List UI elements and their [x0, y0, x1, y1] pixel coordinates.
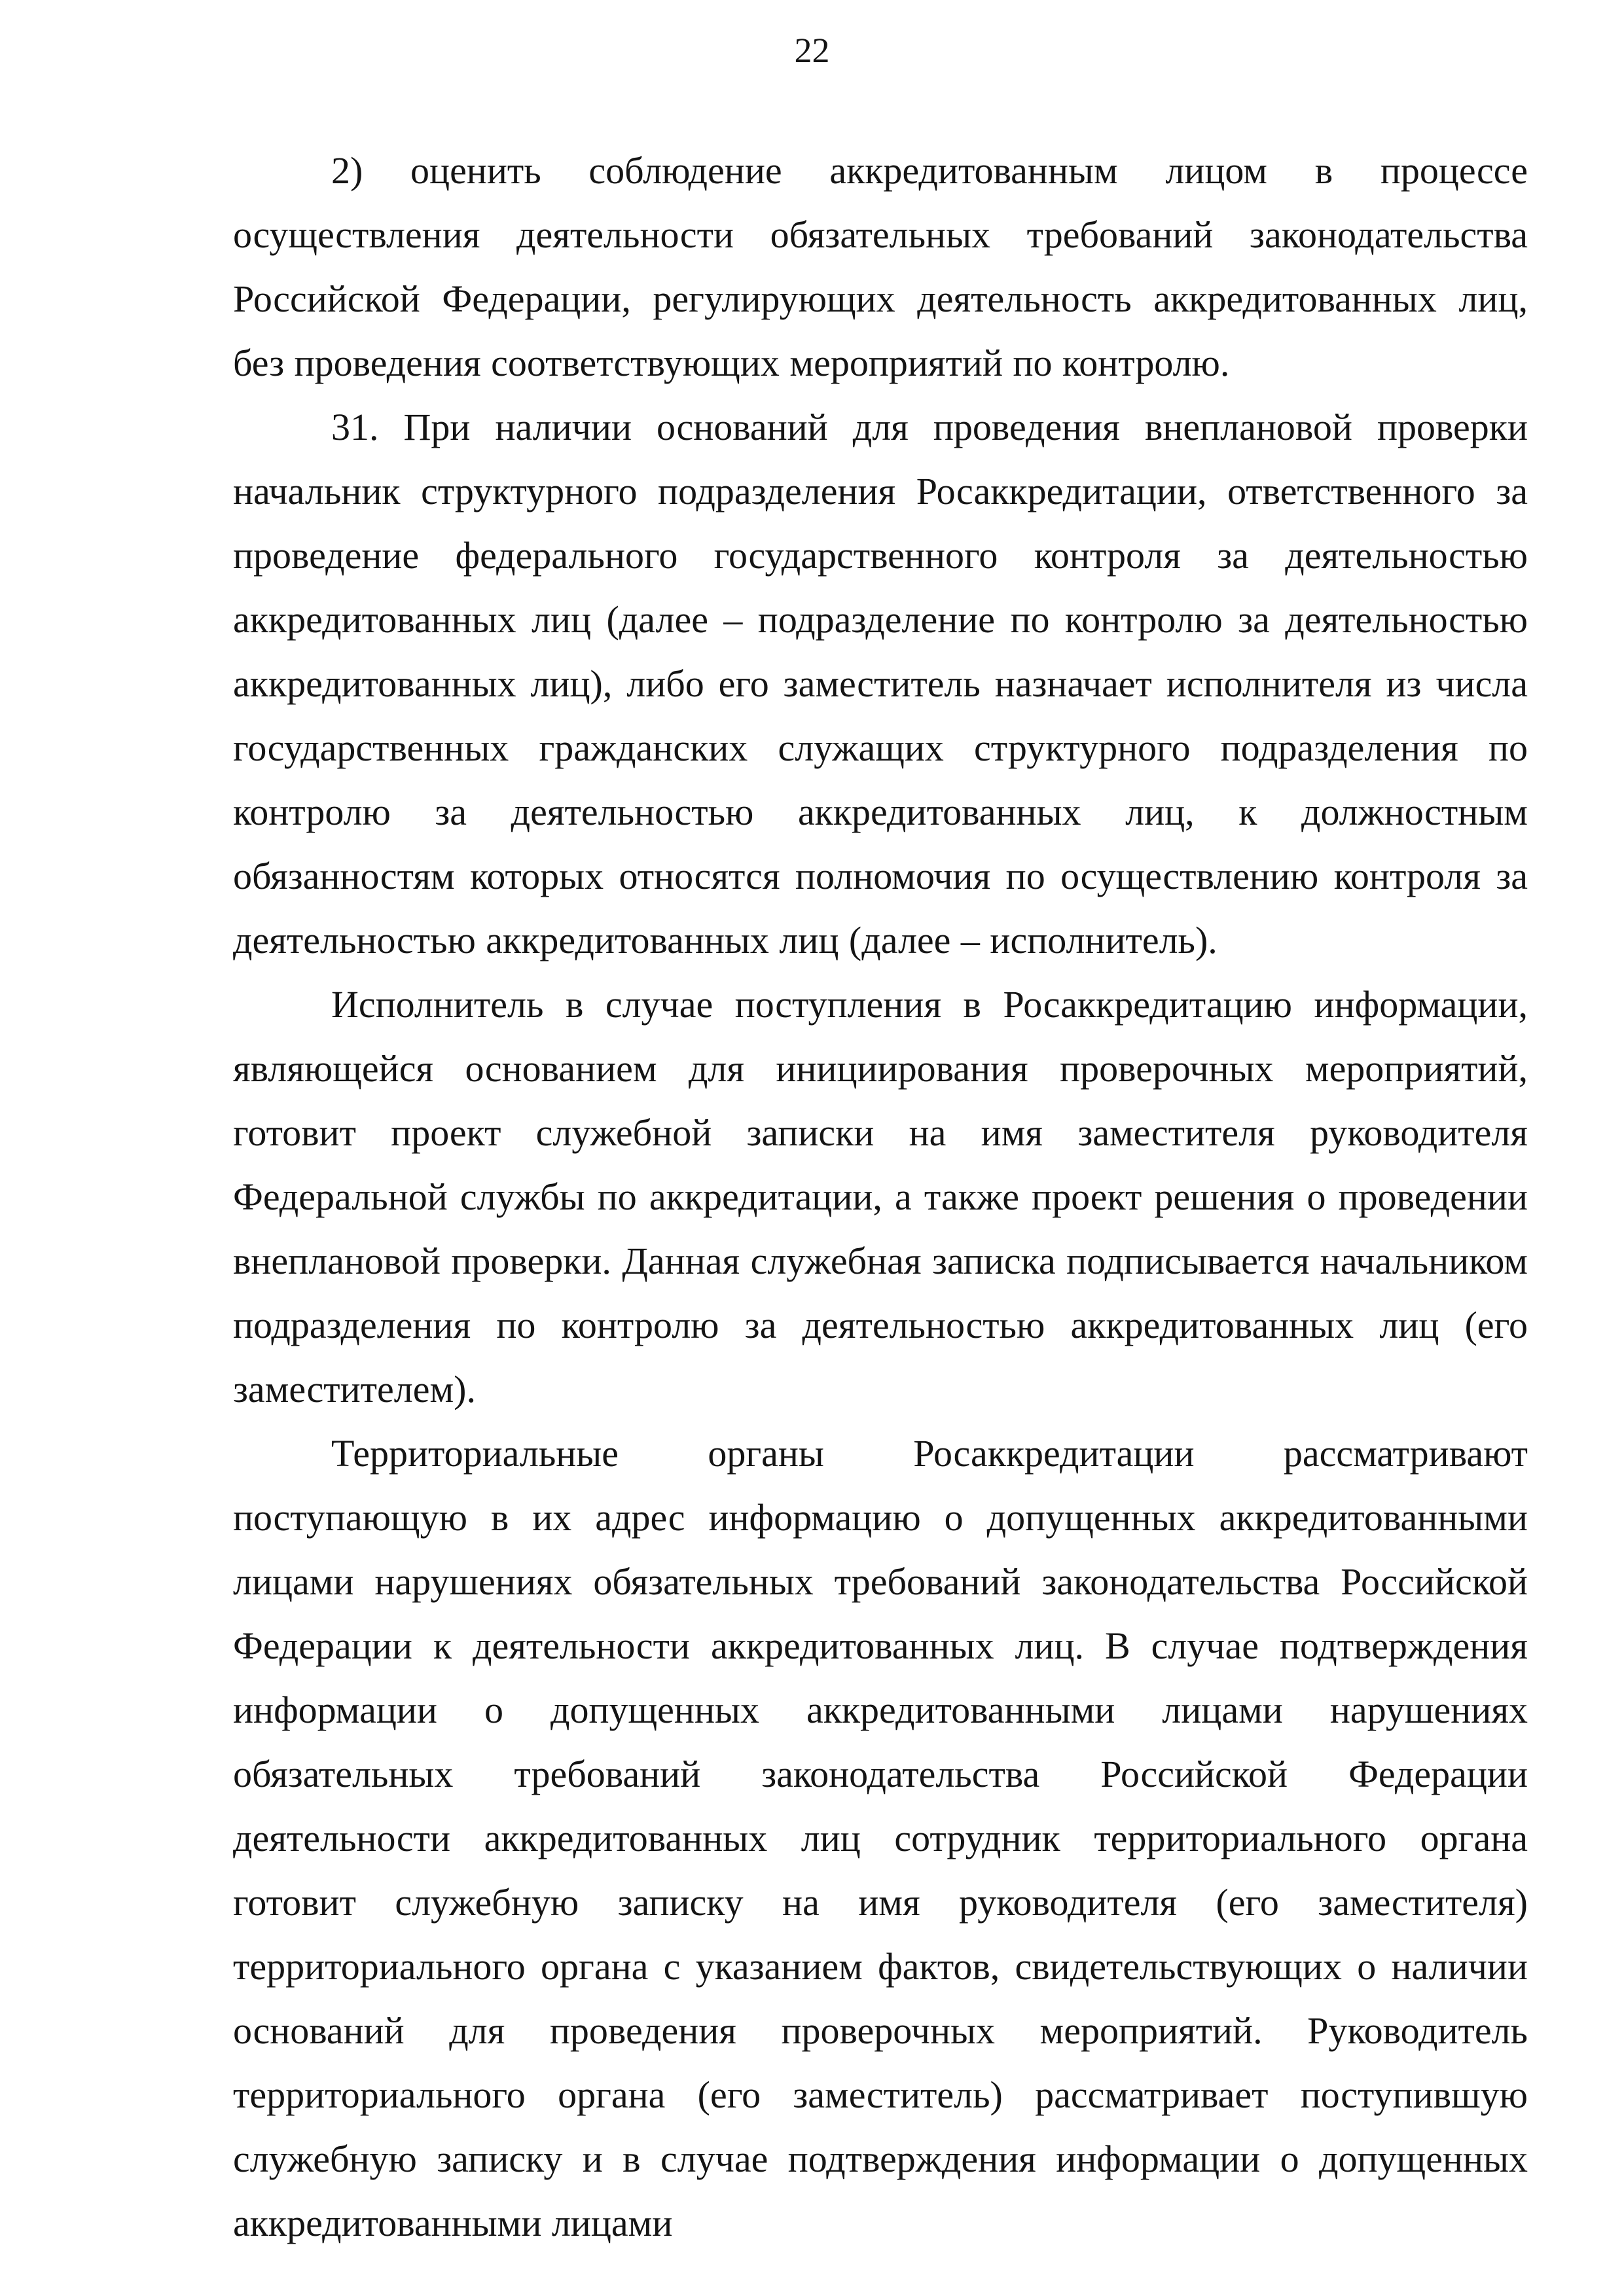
paragraph-executor: Исполнитель в случае поступления в Росаккредитацию информации, являющейся основанием для инициирования проверочных мероприятий, готовит проект служебной записки на имя заместителя руководителя Федеральной службы по аккредитации, а также проект решения о проведении внеплановой проверки. Данная служебная записка подписывается начальником подразделения по контролю за деятельностью аккредитованных лиц (его заместителем).: [233, 983, 1528, 1410]
paragraph-clause-31: 31. При наличии оснований для проведения внеплановой проверки начальник структурного подразделения Росаккредитации, ответственного за проведение федерального государственного контроля за деятельностью аккредитованных лиц (далее – подразделение по контролю за деятельностью аккредитованных лиц), либо его заместитель назначает исполнителя из числа государственных гражданских служащих структурного подразделения по контролю за деятельностью аккредитованных лиц, к должностным обязанностям которых относятся полномочия по осуществлению контроля за деятельностью аккредитованных лиц (далее – исполнитель).: [233, 406, 1528, 961]
document-body: [233, 139, 1528, 2255]
paragraph-item-2: 2) оценить соблюдение аккредитованным лицом в процессе осуществления деятельности обязательных требований законодательства Российской Федерации, регулирующих деятельность аккредитованных лиц, без проведения соответствующих мероприятий по контролю.: [233, 149, 1528, 384]
page-number: 22: [794, 31, 830, 70]
paragraph-territorial-bodies: Территориальные органы Росаккредитации рассматривают поступающую в их адрес информацию о допущенных аккредитованными лицами нарушениях обязательных требований законодательства Российской Федерации к деятельности аккредитованных лиц. В случае подтверждения информации о допущенных аккредитованными лицами нарушениях обязательных требований законодательства Российской Федерации деятельности аккредитованных лиц сотрудник территориального органа готовит служебную записку на имя руководителя (его заместителя) территориального органа с указанием фактов, свидетельствующих о наличии оснований для проведения проверочных мероприятий. Руководитель территориального органа (его заместитель) рассматривает поступившую служебную записку и в случае подтверждения информации о допущенных аккредитованными лицами: [233, 1432, 1528, 2244]
